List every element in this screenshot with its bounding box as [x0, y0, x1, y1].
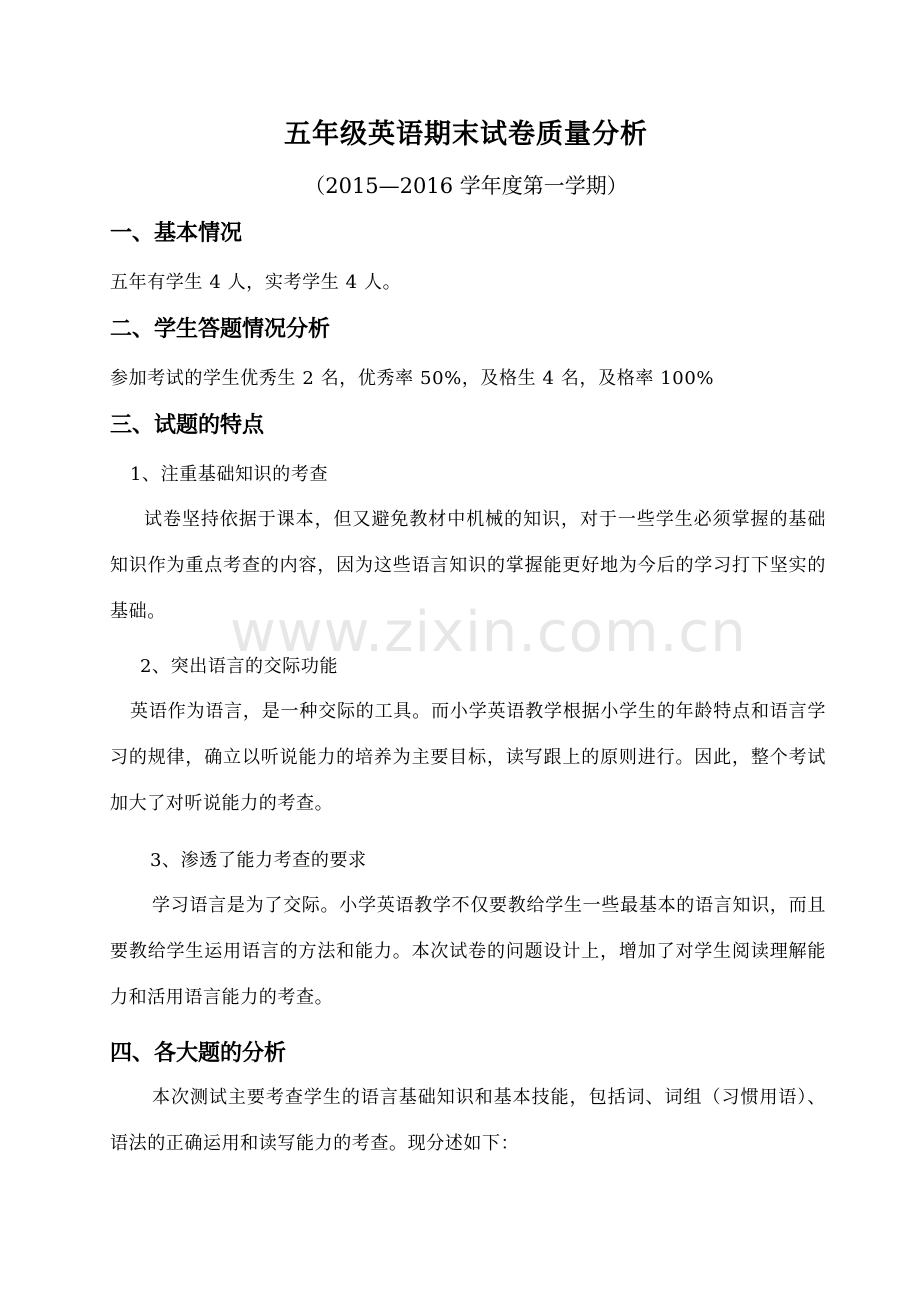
document-subtitle: （2015—2016 学年度第一学期） — [304, 174, 628, 198]
paragraph-feature-2: 英语作为语言，是一种交际的工具。而小学英语教学根据小学生的年龄特点和语言学习的规律，确立以听说能力的培养为主要目标，读写跟上的原则进行。因此，整个考试加大了对听说能力的考查。 — [110, 701, 826, 814]
watermark: www.zixin.com.cn — [230, 600, 747, 665]
section-heading-answer-analysis: 二、学生答题情况分析 — [110, 317, 331, 342]
subheading-feature-2: 2、突出语言的交际功能 — [140, 656, 339, 677]
section-text-basic-info: 五年有学生 4 人，实考学生 4 人。 — [110, 272, 402, 293]
paragraph-feature-3: 学习语言是为了交际。小学英语教学不仅要教给学生一些最基本的语言知识，而且要教给学生运用语言的方法和能力。本次试卷的问题设计上，增加了对学生阅读理解能力和活用语言能力的考查。 — [110, 895, 826, 1008]
section-heading-features: 三、试题的特点 — [110, 413, 265, 438]
paragraph-feature-1: 试卷坚持依据于课本，但又避免教材中机械的知识，对于一些学生必须掌握的基础知识作为重点考查的内容，因为这些语言知识的掌握能更好地为今后的学习打下坚实的基础。 — [110, 509, 826, 622]
section-heading-question-analysis: 四、各大题的分析 — [110, 1041, 287, 1066]
subheading-feature-1: 1、注重基础知识的考查 — [130, 464, 329, 485]
section-text-answer-analysis: 参加考试的学生优秀生 2 名，优秀率 50%，及格生 4 名，及格率 100% — [110, 368, 715, 389]
paragraph-question-analysis: 本次测试主要考查学生的语言基础知识和基本技能，包括词、词组（习惯用语）、语法的正确运用和读写能力的考查。现分述如下： — [110, 1087, 826, 1154]
section-heading-basic-info: 一、基本情况 — [110, 221, 243, 246]
subheading-feature-3: 3、渗透了能力考查的要求 — [150, 850, 367, 871]
document-title: 五年级英语期末试卷质量分析 — [284, 119, 648, 150]
